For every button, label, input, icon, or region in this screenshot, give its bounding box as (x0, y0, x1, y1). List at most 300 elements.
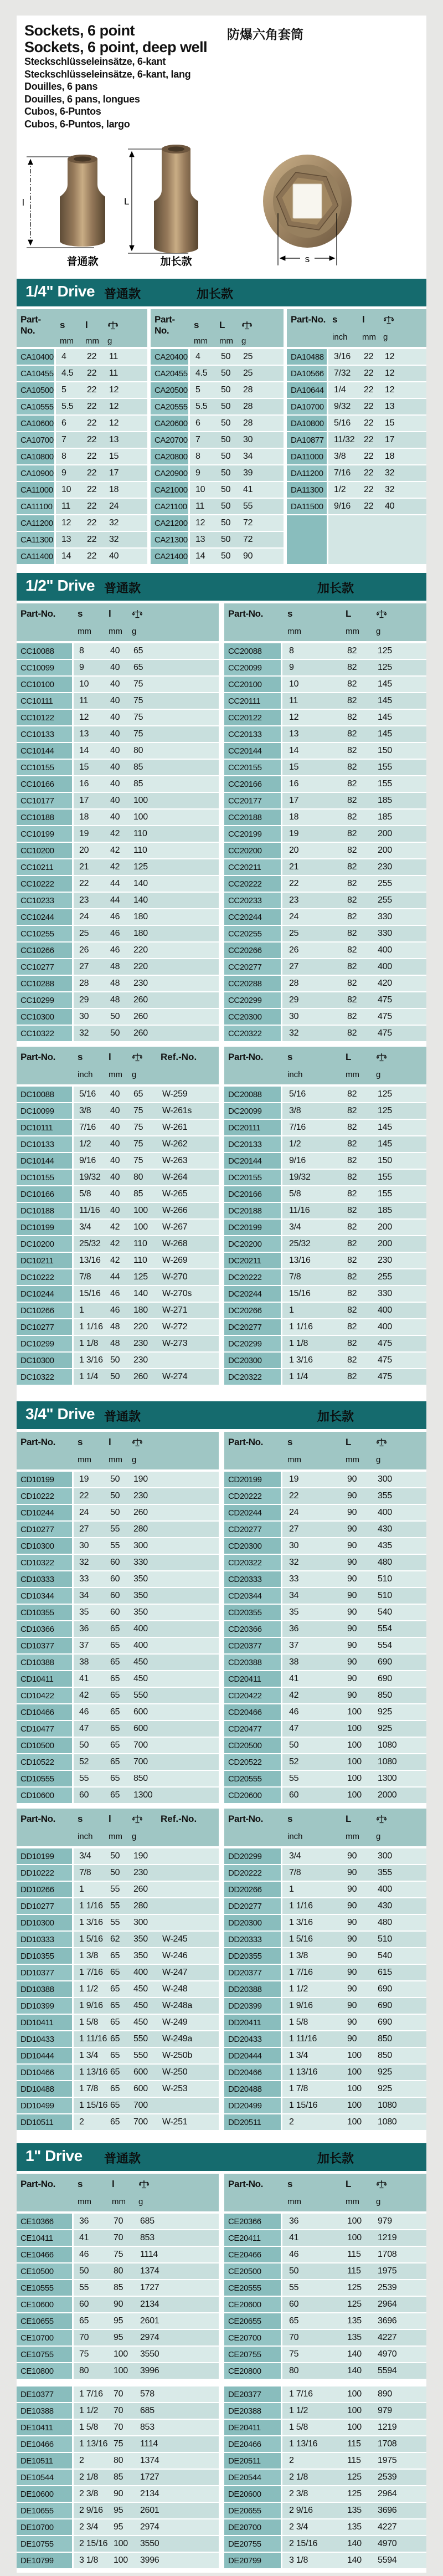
col-part-no: Part-No. (291, 314, 326, 325)
table-row (17, 2098, 219, 2113)
s-cell: 4 (61, 352, 66, 361)
part-no-cell: DC20200 (224, 1236, 281, 1252)
ref-no-cell: W-250b (162, 2051, 192, 2060)
table-row (224, 1704, 426, 1720)
weight-cell: 355 (378, 1491, 392, 1500)
col-part-no: Part-No. (20, 608, 55, 619)
L-cell: 82 (347, 746, 357, 755)
table-row (17, 1120, 219, 1135)
s-cell: 1 1/16 (289, 1901, 313, 1911)
s-cell: 18 (289, 812, 299, 822)
s-cell: 37 (289, 1641, 299, 1650)
s-cell: 15/16 (289, 1289, 311, 1298)
part-no-cell: DD20277 (224, 1898, 281, 1914)
unit-l: mm (85, 336, 99, 346)
table-row (224, 2263, 426, 2279)
weight-cell: 1080 (378, 2117, 397, 2127)
weight-cell: 450 (133, 1674, 148, 1683)
weight-cell: 260 (133, 1012, 148, 1021)
part-no-cell: DD20266 (224, 1882, 281, 1897)
s-cell: 23 (289, 895, 299, 905)
weight-cell: 600 (133, 1724, 148, 1733)
part-no-cell: DE20466 (224, 2436, 281, 2452)
part-no-cell: DD20488 (224, 2081, 281, 2097)
l-cell: 95 (114, 2333, 123, 2342)
l-cell: 50 (110, 1028, 120, 1038)
table-row (17, 2297, 219, 2312)
part-no-cell: CD20300 (224, 1538, 281, 1554)
weight-cell: 11 (109, 368, 119, 378)
L-cell: 90 (347, 1851, 357, 1861)
part-no-cell: DE10544 (17, 2470, 72, 2485)
table-body (17, 1848, 219, 2130)
part-no-cell: CC20111 (224, 693, 281, 709)
s-cell: 5 (195, 385, 200, 395)
weight-cell: 3696 (378, 2506, 397, 2515)
subtitle-fr-2: Douilles, 6 pans, longues (24, 93, 140, 105)
weight-cell: 220 (133, 962, 148, 971)
unit-s: inch (78, 1070, 93, 1079)
table-row (224, 810, 426, 825)
l-cell: 50 (110, 1012, 120, 1021)
table-header (151, 309, 284, 347)
s-cell: 55 (289, 1774, 299, 1783)
s-cell: 4.5 (61, 368, 74, 378)
part-no-cell: CC10211 (17, 859, 72, 875)
s-cell: 25 (289, 929, 299, 938)
s-cell: 41 (289, 2233, 299, 2242)
l-cell: 55 (110, 1901, 120, 1911)
s-cell: 5/8 (289, 1189, 301, 1199)
L-cell: 90 (347, 1558, 357, 1567)
table-row (224, 2280, 426, 2296)
table-row (151, 549, 284, 564)
s-cell: 52 (79, 1757, 89, 1766)
weight-cell: 230 (378, 1256, 392, 1265)
table-row (224, 1303, 426, 1318)
part-no-cell: DD20300 (224, 1915, 281, 1930)
part-no-cell: DA10700 (287, 399, 327, 414)
weight-cell: 540 (378, 1607, 392, 1617)
s-cell: 13 (79, 729, 89, 739)
s-cell: 30 (79, 1541, 89, 1550)
part-no-cell: DD20333 (224, 1932, 281, 1947)
weight-cell: 255 (378, 1272, 392, 1282)
table-row (17, 1571, 219, 1587)
unit-weight: g (376, 1070, 381, 1079)
L-cell: 82 (347, 895, 357, 905)
table-row (224, 2363, 426, 2379)
weight-cell: 12 (109, 418, 119, 428)
part-no-cell: DC20300 (224, 1353, 281, 1368)
ref-no-cell: W-274 (162, 1372, 188, 1381)
l-cell: 100 (114, 2349, 128, 2359)
table-header (17, 1432, 219, 1469)
weight-cell: 12 (385, 352, 395, 361)
s-cell: 1/4 (334, 385, 346, 395)
label-long-type: 加长款 (317, 1410, 354, 1423)
table-row (17, 1655, 219, 1670)
weight-cell: 145 (378, 729, 392, 739)
s-cell: 2 (79, 2117, 84, 2127)
part-no-cell: CD20355 (224, 1605, 281, 1620)
table-row (17, 810, 219, 825)
s-cell: 25/32 (79, 1239, 101, 1248)
l-cell: 40 (110, 1156, 120, 1165)
part-no-cell: CC10188 (17, 810, 72, 825)
L-cell: 82 (347, 1272, 357, 1282)
s-cell: 13/16 (289, 1256, 311, 1265)
part-no-cell: CC20188 (224, 810, 281, 825)
part-no-cell: CA10900 (17, 465, 54, 481)
part-no-cell: DA11300 (287, 482, 327, 498)
L-cell: 100 (347, 2101, 362, 2110)
socket-image-normal (27, 155, 105, 248)
part-no-cell: DC20099 (224, 1103, 281, 1119)
s-cell: 1 1/2 (79, 2406, 99, 2415)
weight-cell: 32 (109, 518, 119, 528)
table-body (151, 349, 284, 564)
table-row (224, 1026, 426, 1041)
part-no-cell: DA10566 (287, 366, 327, 381)
weight-cell: 690 (378, 1674, 392, 1683)
table-row (224, 776, 426, 792)
s-cell: 52 (289, 1757, 299, 1766)
table-row (224, 1948, 426, 1964)
part-no-cell: DC20266 (224, 1303, 281, 1318)
weight-cell: 75 (133, 713, 143, 722)
unit-s: mm (287, 1455, 301, 1464)
part-no-cell: CA20555 (151, 399, 188, 414)
weight-cell: 2601 (140, 2316, 159, 2326)
l-cell: 46 (110, 1289, 120, 1298)
l-cell: 65 (110, 2034, 120, 2044)
L-cell: 82 (347, 879, 357, 888)
s-cell: 11/16 (79, 1206, 100, 1215)
part-no-cell: CD10366 (17, 1621, 72, 1637)
weight-cell: 1374 (140, 2266, 159, 2276)
part-no-cell: DD20388 (224, 1981, 281, 1997)
s-cell: 3/16 (334, 352, 351, 361)
part-no-cell: CA10555 (17, 399, 54, 414)
s-cell: 7 (195, 435, 200, 444)
table-row (224, 2015, 426, 2030)
weight-cell: 550 (133, 2051, 148, 2060)
table-row (17, 1336, 219, 1351)
l-cell: 65 (110, 2101, 120, 2110)
part-no-cell: CA20900 (151, 465, 188, 481)
l-cell: 40 (110, 812, 120, 822)
table-row (224, 2536, 426, 2552)
table-row (224, 2420, 426, 2435)
l-cell: 95 (114, 2316, 123, 2326)
weight-cell: 690 (378, 2001, 392, 2010)
L-cell: 82 (347, 1289, 357, 1298)
s-cell: 2 1/8 (79, 2472, 99, 2482)
weight-cell: 100 (133, 812, 148, 822)
L-cell: 82 (347, 929, 357, 938)
weight-cell: 155 (378, 779, 392, 788)
col-part-no: Part-No. (154, 314, 175, 336)
part-no-cell: DC10088 (17, 1087, 72, 1102)
s-cell: 7/16 (79, 1123, 96, 1132)
part-no-cell: CD10333 (17, 1571, 72, 1587)
s-cell: 7/32 (334, 368, 351, 378)
s-cell: 15 (79, 762, 89, 772)
table-row (17, 859, 219, 875)
part-no-cell: CD10466 (17, 1704, 72, 1720)
s-cell: 70 (79, 2333, 89, 2342)
ref-no-cell: W-248 (162, 1984, 188, 1994)
unit-weight: g (241, 336, 246, 346)
part-no-cell: DC10222 (17, 1269, 72, 1285)
weight-cell: 3550 (140, 2349, 159, 2359)
s-cell: 1 7/16 (79, 2389, 103, 2399)
l-cell: 40 (110, 1139, 120, 1149)
unit-l: mm (109, 1070, 122, 1079)
part-no-cell: CC10300 (17, 1009, 72, 1025)
weight-cell: 32 (385, 485, 395, 494)
part-no-cell: CA11100 (17, 499, 54, 514)
l-cell: 22 (87, 435, 97, 444)
s-cell: 2 (289, 2117, 294, 2127)
unit-weight: g (376, 2197, 381, 2206)
l-cell: 55 (110, 1918, 120, 1927)
dim-label-s: s (305, 254, 310, 264)
s-cell: 1 3/16 (289, 1355, 313, 1365)
weight-cell: 540 (378, 1951, 392, 1960)
L-cell: 50 (221, 385, 231, 395)
s-cell: 60 (289, 1790, 299, 1800)
s-cell: 65 (289, 2316, 299, 2326)
product-diagram (17, 130, 426, 270)
weight-cell: 40 (385, 501, 395, 511)
ref-no-cell: W-248a (162, 2001, 192, 2010)
s-cell: 60 (79, 1790, 89, 1800)
l-cell: 65 (110, 1707, 120, 1717)
weight-icon (376, 1438, 426, 1447)
part-no-cell: CC20166 (224, 776, 281, 792)
part-no-cell: CD10555 (17, 1771, 72, 1786)
weight-cell: 72 (243, 535, 253, 544)
part-no-cell: CC20100 (224, 677, 281, 692)
weight-cell: 40 (109, 551, 119, 561)
weight-cell: 125 (133, 1272, 148, 1282)
table-filler (287, 515, 426, 564)
unit-l: mm (112, 2197, 126, 2206)
table-row (224, 1009, 426, 1025)
table-row (17, 1319, 219, 1335)
table-row (17, 549, 147, 564)
table-row (224, 1932, 426, 1947)
weight-cell: 2964 (378, 2300, 397, 2309)
weight-cell: 430 (378, 1524, 392, 1534)
table-row (17, 1303, 219, 1318)
s-cell: 9/32 (334, 402, 351, 411)
part-no-cell: DC10200 (17, 1236, 72, 1252)
part-no-cell: CC20133 (224, 726, 281, 742)
s-cell: 14 (79, 746, 89, 755)
weight-cell: 4970 (378, 2539, 397, 2548)
table-row (17, 1638, 219, 1653)
weight-cell: 475 (378, 1012, 392, 1021)
weight-cell: 700 (133, 1740, 148, 1750)
L-cell: 82 (347, 1028, 357, 1038)
part-no-cell: DA10488 (287, 349, 327, 365)
weight-cell: 615 (378, 1968, 392, 1977)
weight-cell: 125 (133, 862, 148, 872)
L-cell: 50 (221, 435, 231, 444)
L-cell: 82 (347, 696, 357, 705)
part-no-cell: CC20300 (224, 1009, 281, 1025)
table-row (17, 2386, 219, 2402)
L-cell: 90 (347, 1884, 357, 1894)
col-l: l (109, 1814, 111, 1824)
L-cell: 90 (347, 1691, 357, 1700)
part-no-cell: DC20322 (224, 1369, 281, 1385)
s-cell: 7/8 (289, 1868, 301, 1877)
table-body (224, 1472, 426, 1803)
s-cell: 1 13/16 (79, 2439, 108, 2449)
table-row (17, 366, 147, 381)
weight-cell: 13 (109, 435, 119, 444)
s-cell: 1 1/16 (79, 1322, 103, 1331)
table-row (17, 959, 219, 975)
dim-label-L: L (124, 196, 130, 207)
table-row (17, 1136, 219, 1152)
weight-cell: 85 (133, 1189, 143, 1199)
table-threequarter-long (224, 1432, 426, 1804)
l-cell: 40 (110, 796, 120, 805)
L-cell: 82 (347, 779, 357, 788)
table-row (151, 449, 284, 464)
s-cell: 2 1/8 (289, 2472, 308, 2482)
table-row (17, 1588, 219, 1604)
table-body (17, 349, 147, 564)
s-cell: 1 (79, 1305, 84, 1315)
table-row (224, 2247, 426, 2262)
ref-no-cell: W-270 (162, 1272, 188, 1282)
part-no-cell: CC10322 (17, 1026, 72, 1041)
l-cell: 48 (110, 979, 120, 988)
part-no-cell: CD20555 (224, 1771, 281, 1786)
part-no-cell: DE10655 (17, 2503, 72, 2518)
s-cell: 50 (79, 2266, 89, 2276)
table-row (224, 876, 426, 892)
weight-cell: 979 (378, 2216, 392, 2226)
weight-cell: 600 (133, 2067, 148, 2077)
part-no-cell: DD20499 (224, 2098, 281, 2113)
part-no-cell: CA11400 (17, 549, 54, 564)
l-cell: 22 (364, 468, 374, 478)
part-no-cell: DD10511 (17, 2114, 72, 2130)
L-cell: 115 (347, 2250, 361, 2259)
table-row (17, 1721, 219, 1737)
l-cell: 65 (110, 1724, 120, 1733)
weight-cell: 700 (133, 2117, 148, 2127)
weight-cell: 850 (378, 2034, 392, 2044)
part-no-cell: CC20277 (224, 959, 281, 975)
section-bar-one-drive (17, 2143, 426, 2171)
weight-cell: 300 (378, 1851, 392, 1861)
s-cell: 60 (289, 2300, 299, 2309)
label-normal-type: 普通款 (104, 287, 141, 301)
unit-L: mm (346, 627, 359, 636)
l-cell: 22 (87, 452, 97, 461)
l-cell: 65 (110, 1740, 120, 1750)
part-no-cell: CD10522 (17, 1754, 72, 1770)
table-row (17, 2363, 219, 2379)
weight-cell: 280 (133, 1901, 148, 1911)
table-row (17, 726, 219, 742)
page-title-2: Sockets, 6 point, deep well (24, 39, 208, 55)
s-cell: 9 (79, 663, 84, 672)
part-no-cell: DE10700 (17, 2519, 72, 2535)
table-row (224, 826, 426, 842)
s-cell: 27 (289, 1524, 299, 1534)
unit-weight: g (138, 2197, 143, 2206)
table-row (287, 449, 426, 464)
part-no-cell: DD10266 (17, 1882, 72, 1897)
l-cell: 65 (110, 2117, 120, 2127)
l-cell: 44 (110, 879, 120, 888)
table-row (224, 1688, 426, 1703)
part-no-cell: CC10277 (17, 959, 72, 975)
l-cell: 70 (114, 2406, 123, 2415)
part-no-cell: DC10111 (17, 1120, 72, 1135)
l-cell: 90 (114, 2300, 123, 2309)
part-no-cell: CC10244 (17, 909, 72, 925)
table-row (224, 1788, 426, 1803)
s-cell: 16 (289, 779, 299, 788)
weight-cell: 220 (133, 1322, 148, 1331)
s-cell: 29 (79, 995, 89, 1005)
s-cell: 22 (79, 1491, 89, 1500)
l-cell: 65 (110, 2001, 120, 2010)
part-no-cell: CC20211 (224, 859, 281, 875)
part-no-cell: DE10755 (17, 2536, 72, 2552)
weight-cell: 260 (133, 1884, 148, 1894)
l-cell: 65 (110, 2017, 120, 2027)
weight-cell: 75 (133, 1106, 143, 1115)
L-cell: 90 (347, 1574, 357, 1584)
weight-cell: 155 (378, 1189, 392, 1199)
s-cell: 1 13/16 (79, 2067, 108, 2077)
l-cell: 50 (110, 1508, 120, 1517)
s-cell: 24 (79, 1508, 89, 1517)
part-no-cell: DC10299 (17, 1336, 72, 1351)
weight-cell: 155 (378, 762, 392, 772)
weight-cell: 220 (133, 945, 148, 955)
ref-no-cell: W-249 (162, 2017, 188, 2027)
weight-cell: 350 (133, 1951, 148, 1960)
part-no-cell: CC10144 (17, 743, 72, 759)
part-no-cell: DC10199 (17, 1220, 72, 1235)
l-cell: 40 (110, 1172, 120, 1182)
table-row (224, 1120, 426, 1135)
unit-s: mm (78, 627, 91, 636)
table-quarter-long (151, 309, 284, 565)
table-row (17, 2553, 219, 2568)
table-row (17, 2519, 219, 2535)
section-title: 1/2" Drive (25, 577, 95, 594)
L-cell: 125 (347, 2489, 362, 2498)
l-cell: 22 (364, 435, 374, 444)
part-no-cell: DC10277 (17, 1319, 72, 1335)
part-no-cell: CE10466 (17, 2247, 72, 2262)
s-cell: 8 (61, 452, 66, 461)
table-row (224, 726, 426, 742)
